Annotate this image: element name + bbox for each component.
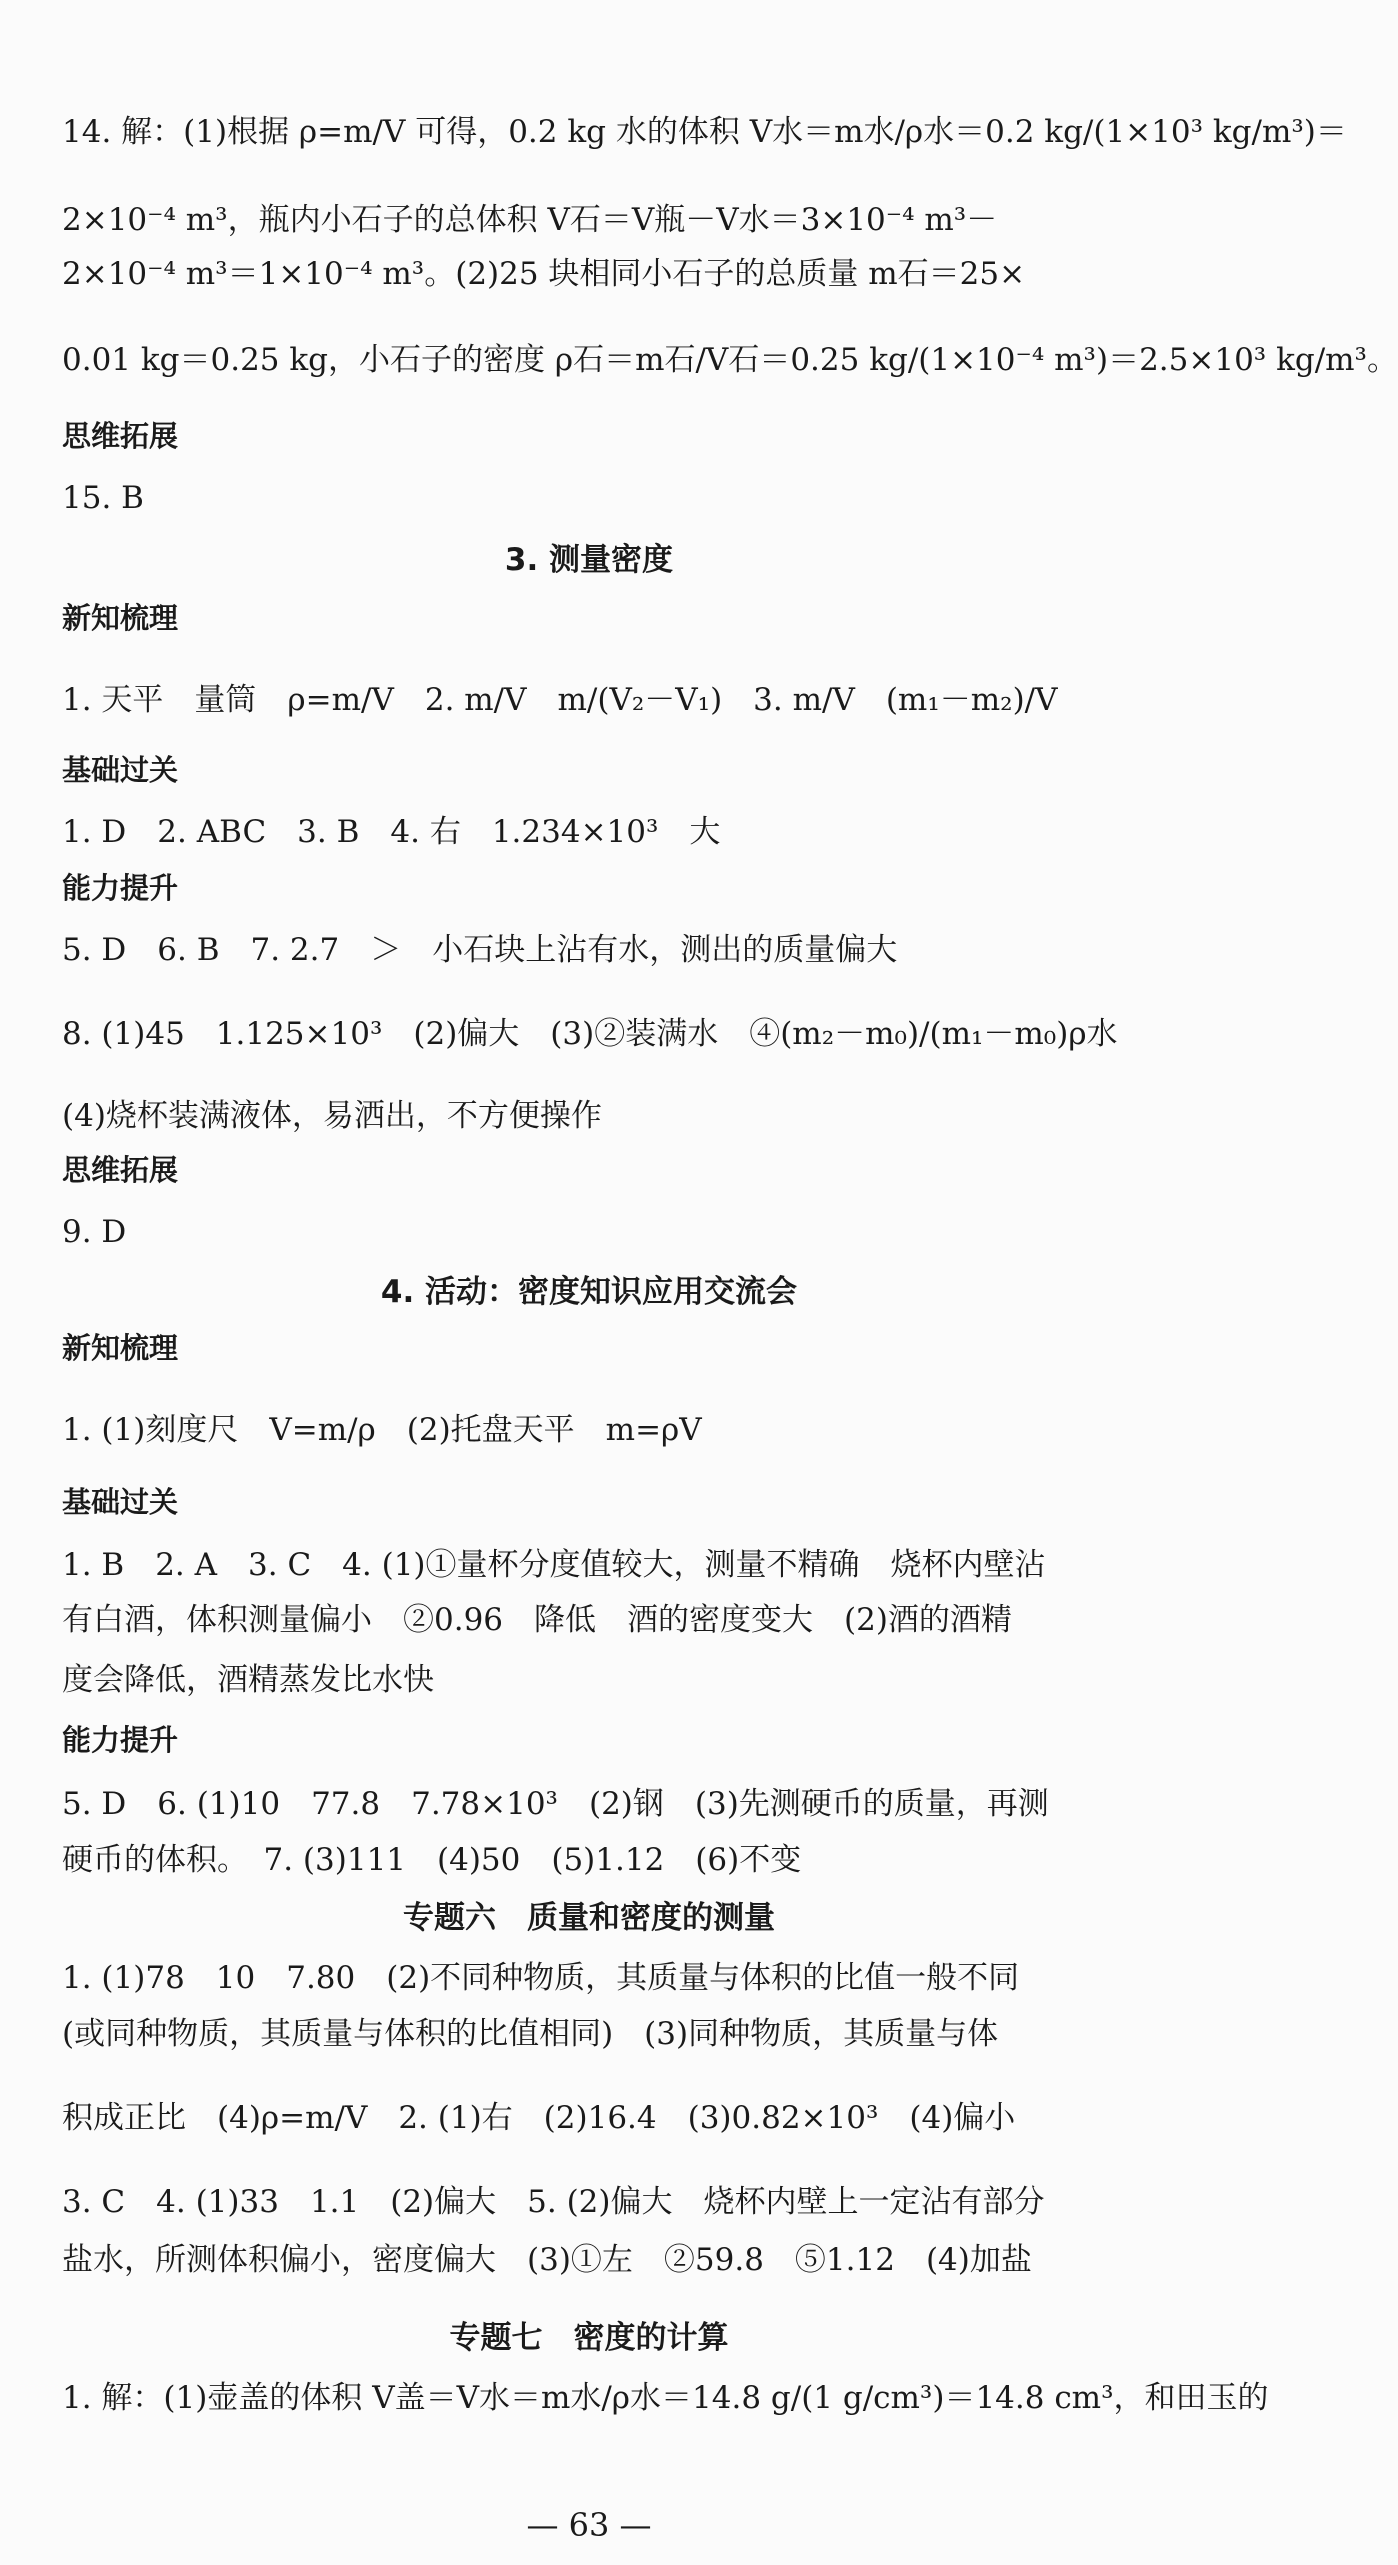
answer-line: 5. D 6. B 7. 2.7 ＞ 小石块上沾有水，测出的质量偏大 bbox=[62, 932, 898, 968]
answer-line: 5. D 6. (1)10 77.8 7.78×10³ (2)钢 (3)先测硬币的质量，再测 bbox=[62, 1786, 1049, 1822]
answer-line: 硬币的体积。 7. (3)111 (4)50 (5)1.12 (6)不变 bbox=[62, 1842, 802, 1878]
section-heading: 基础过关 bbox=[62, 753, 179, 787]
answer-line: 8. (1)45 1.125×10³ (2)偏大 (3)②装满水 ④(m₂－m₀)/(m₁－m₀)ρ水 bbox=[62, 1016, 1118, 1052]
chapter-title: 专题六 质量和密度的测量 bbox=[403, 1900, 775, 1936]
chapter-title: 3. 测量密度 bbox=[504, 542, 674, 578]
section-heading: 新知梳理 bbox=[62, 1331, 179, 1365]
page-number: — 63 — bbox=[526, 2506, 652, 2544]
answer-line: 1. (1)刻度尺 V=m/ρ (2)托盘天平 m=ρV bbox=[62, 1412, 702, 1448]
answer-line: 1. B 2. A 3. C 4. (1)①量杯分度值较大，测量不精确 烧杯内壁沾 bbox=[62, 1547, 1046, 1583]
chapter-title: 专题七 密度的计算 bbox=[449, 2320, 729, 2356]
answer-line: 盐水，所测体积偏小，密度偏大 (3)①左 ②59.8 ⑤1.12 (4)加盐 bbox=[62, 2242, 1032, 2278]
answer-line: 15. B bbox=[62, 480, 144, 516]
answer-line: 度会降低，酒精蒸发比水快 bbox=[62, 1662, 434, 1698]
answer-line: 2×10⁻⁴ m³，瓶内小石子的总体积 V石＝V瓶－V水＝3×10⁻⁴ m³－ bbox=[62, 202, 998, 238]
answer-line: 有白酒，体积测量偏小 ②0.96 降低 酒的密度变大 (2)酒的酒精 bbox=[62, 1602, 1012, 1638]
answer-line: (或同种物质，其质量与体积的比值相同) (3)同种物质，其质量与体 bbox=[62, 2016, 999, 2052]
answer-line: 1. D 2. ABC 3. B 4. 右 1.234×10³ 大 bbox=[62, 814, 721, 850]
section-heading: 能力提升 bbox=[62, 1723, 179, 1757]
answer-line: 2×10⁻⁴ m³＝1×10⁻⁴ m³。(2)25 块相同小石子的总质量 m石＝25× bbox=[62, 256, 1026, 292]
answer-line: 1. (1)78 10 7.80 (2)不同种物质，其质量与体积的比值一般不同 bbox=[62, 1960, 1020, 1996]
chapter-title: 4. 活动：密度知识应用交流会 bbox=[380, 1274, 798, 1310]
answer-line: 积成正比 (4)ρ=m/V 2. (1)右 (2)16.4 (3)0.82×10³ (4)偏小 bbox=[62, 2100, 1016, 2136]
section-heading: 基础过关 bbox=[62, 1485, 179, 1519]
section-heading: 新知梳理 bbox=[62, 601, 179, 635]
answer-line: 9. D bbox=[62, 1214, 127, 1250]
section-heading: 思维拓展 bbox=[62, 419, 179, 453]
answer-line: 14. 解：(1)根据 ρ=m/V 可得，0.2 kg 水的体积 V水＝m水/ρ水＝0.2 kg/(1×10³ kg/m³)＝ bbox=[62, 114, 1347, 150]
section-heading: 能力提升 bbox=[62, 871, 179, 905]
answer-line: 1. 解：(1)壶盖的体积 V盖＝V水＝m水/ρ水＝14.8 g/(1 g/cm³)＝14.8 cm³，和田玉的 bbox=[62, 2380, 1269, 2416]
answer-line: 0.01 kg＝0.25 kg，小石子的密度 ρ石＝m石/V石＝0.25 kg/(1×10⁻⁴ m³)＝2.5×10³ kg/m³。 bbox=[62, 342, 1398, 378]
answer-line: 1. 天平 量筒 ρ=m/V 2. m/V m/(V₂－V₁) 3. m/V (m₁－m₂)/V bbox=[62, 682, 1058, 718]
answer-line: (4)烧杯装满液体，易洒出，不方便操作 bbox=[62, 1098, 602, 1134]
answer-line: 3. C 4. (1)33 1.1 (2)偏大 5. (2)偏大 烧杯内壁上一定沾有部分 bbox=[62, 2184, 1045, 2220]
section-heading: 思维拓展 bbox=[62, 1153, 179, 1187]
